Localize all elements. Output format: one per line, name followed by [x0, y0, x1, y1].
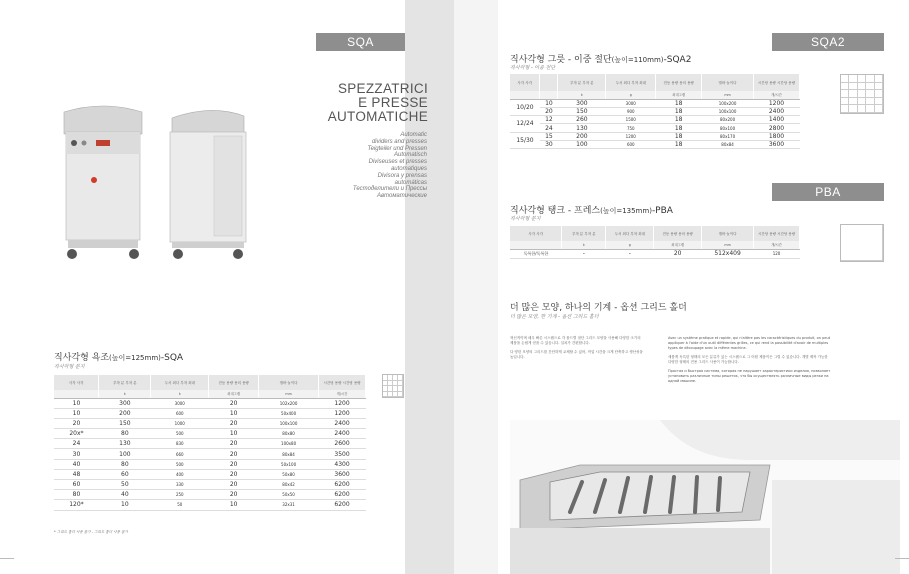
unit-cell: g [606, 91, 656, 99]
table-cell: 150 [558, 107, 606, 115]
table-cell: 50x50 [259, 490, 319, 500]
table-cell: 60 [54, 480, 99, 490]
table-cell: 24 [540, 124, 558, 132]
column-header: 사각 사각 [510, 74, 540, 91]
table-row [54, 398, 366, 408]
table-cell: 1200 [754, 99, 800, 107]
table-cell: 1800 [754, 132, 800, 140]
table-cell: 330 [151, 480, 209, 490]
section-title-text: 직사각형 탱크 - 프레스 [510, 206, 601, 216]
table-cell: 4300 [319, 459, 366, 469]
table-cell: 20 [209, 439, 259, 449]
table-header-row [510, 74, 800, 91]
table-cell: 80x84 [702, 140, 754, 148]
table-cell: 10 [540, 99, 558, 107]
table-cell: 10 [209, 429, 259, 439]
table-footnote: * 그리드 홀더 사용 불가 - 그리드 홀더 사용 불가 [54, 530, 128, 534]
column-header: 앨바 놀이다 [702, 74, 754, 91]
table-cell: 100x200 [702, 99, 754, 107]
table-cell: 130 [558, 124, 606, 132]
table-cell: 1400 [754, 116, 800, 124]
sqa-table-body [54, 398, 366, 510]
table-cell: 80x42 [259, 480, 319, 490]
table-cell: 24 [54, 439, 99, 449]
unit-cell [540, 91, 558, 99]
table-row [510, 116, 800, 124]
section-title-model: -SQA [160, 353, 184, 363]
unit-cell: mm [702, 241, 754, 249]
column-header [540, 74, 558, 91]
sqa2-spec-table [510, 74, 800, 149]
table-cell: 독특한/독특한 [510, 249, 562, 258]
table-cell: 100 [99, 449, 151, 459]
table-cell: 3000 [151, 398, 209, 408]
unit-cell: 최대그램 [209, 390, 259, 398]
table-cell: 18 [656, 140, 702, 148]
table-row [54, 439, 366, 449]
table-row [510, 107, 800, 115]
table-row [510, 249, 800, 258]
table-cell: 20 [654, 249, 702, 258]
column-header: 부착 분 부착 분 [558, 74, 606, 91]
section-title-model: -PBA [651, 206, 673, 216]
table-cell: 500 [151, 459, 209, 469]
table-cell: 1000 [151, 418, 209, 428]
column-header: 전동 용량 용의 용량 [209, 375, 259, 390]
table-cell: 100x100 [702, 107, 754, 115]
column-header: 사각 사각 [510, 226, 562, 241]
table-cell: 40 [54, 459, 99, 469]
table-cell: 100x100 [259, 418, 319, 428]
column-header: 두서 최다 부착 최대 [606, 226, 654, 241]
machine-side-image [162, 104, 252, 264]
subtitle-line: Automatic [400, 132, 427, 138]
unit-cell [510, 241, 562, 249]
table-cell: 512x409 [702, 249, 754, 258]
grid-holder-image [510, 420, 900, 574]
unit-cell: k [151, 390, 209, 398]
table-cell: 2400 [319, 429, 366, 439]
unit-cell: 개/시간 [319, 390, 366, 398]
section-title-height: (높이=110mm) [611, 56, 664, 64]
grid-text-right [668, 336, 832, 384]
subtitle-line: automatiques [390, 165, 427, 172]
grid-text-left [510, 336, 645, 360]
table-cell: 300 [99, 398, 151, 408]
table-row [510, 132, 800, 140]
table-cell: 80 [99, 459, 151, 469]
section-subtitle-sqa: 직사각형 분지 [54, 364, 85, 370]
table-cell: 20 [209, 459, 259, 469]
table-row [54, 449, 366, 459]
table-cell: 18 [656, 99, 702, 107]
table-row [54, 459, 366, 469]
table-cell: 10 [99, 500, 151, 510]
model-tag-sqa: SQA [316, 33, 405, 51]
paragraph: Avec un système pratique et rapide, qui n'altère pas les caractéristiques du produit, on peut appliquer à l'aide d'un outil différentes grilles, ce qui rend la possibilité d'avoir de multiples types de découpage avec la même machine. [668, 336, 831, 350]
table-row [54, 418, 366, 428]
unit-cell: 개/시간 [754, 241, 800, 249]
table-cell: 50x100 [259, 459, 319, 469]
section-subtitle-sqa2: 직사각형 - 이중 전단 [510, 65, 556, 71]
right-page [454, 0, 909, 574]
section-title-grid: 더 많은 모양, 하나의 기계 - 옵션 그리드 홀더 [510, 303, 687, 313]
subtitle-line: Divisora y prensas [377, 172, 427, 179]
table-cell: 50 [151, 500, 209, 510]
table-cell: 400 [151, 469, 209, 479]
column-header: 두서 최다 부착 최대 [606, 74, 656, 91]
table-cell: - [562, 249, 606, 258]
column-header: 시간당 용량 시간당 용량 [319, 375, 366, 390]
table-cell: 6200 [319, 500, 366, 510]
table-cell: 100 [558, 140, 606, 148]
table-cell: 1200 [606, 132, 656, 140]
table-cell: 200 [558, 132, 606, 140]
section-title-text: 직사각형 그릇 - 이중 절단 [510, 55, 612, 65]
table-cell: 130 [99, 439, 151, 449]
table-cell: 660 [151, 449, 209, 459]
table-cell: 10 [209, 408, 259, 418]
table-cell: 260 [558, 116, 606, 124]
column-header: 시간당 용량 시간당 용량 [754, 74, 800, 91]
table-cell: 18 [656, 124, 702, 132]
table-cell: 200 [99, 408, 151, 418]
page-mark-right [895, 558, 909, 559]
column-header: 전동 용량 용의 용량 [654, 226, 702, 241]
table-row [54, 408, 366, 418]
table-cell: 10 [54, 398, 99, 408]
table-cell: 900 [606, 107, 656, 115]
section-subtitle-pba: 직사각형 분지 [510, 216, 541, 222]
column-header: 부착 분 부착 분 [562, 226, 606, 241]
table-cell: 80 [99, 429, 151, 439]
subtitle-line: Автоматические [376, 193, 427, 200]
subtitle-line: Diviseuses et presses [368, 159, 427, 166]
machine-front-image [58, 104, 148, 264]
subtitle-line: Automatisch [393, 152, 427, 159]
subtitle-line: dividers and presses [371, 138, 427, 145]
table-cell: 20 [209, 469, 259, 479]
column-header: 시간당 용량 시간당 용량 [754, 226, 800, 241]
table-cell: 30 [540, 140, 558, 148]
table-row [54, 490, 366, 500]
table-cell: 80 [54, 490, 99, 500]
table-cell: - [606, 249, 654, 258]
unit-cell: 개/시간 [754, 91, 800, 99]
table-cell: 12/24 [510, 116, 540, 133]
table-cell: 1200 [319, 408, 366, 418]
title-line-1: SPEZZATRICI [337, 81, 428, 96]
paragraph: 다 양한 모양의 그리드를 간단하게 교체할 수 있어, 작업 시간을 크게 단축하고 생산성을 높입니다. [510, 350, 643, 359]
section-title-text: 직사각형 욕조 [54, 353, 110, 363]
table-cell: 3500 [319, 449, 366, 459]
table-cell: 2400 [754, 107, 800, 115]
pba-spec-table [510, 226, 800, 259]
page-mark-left [0, 558, 14, 559]
column-header: 부착 분 부착 분 [99, 375, 151, 390]
table-cell: 830 [151, 439, 209, 449]
table-cell: 80x170 [702, 132, 754, 140]
table-cell: 50x400 [259, 408, 319, 418]
model-tag-sqa2: SQA2 [772, 33, 884, 51]
table-cell: 80x200 [702, 116, 754, 124]
table-cell: 150 [99, 418, 151, 428]
table-cell: 20 [209, 490, 259, 500]
subtitle-line: automáticas [394, 179, 427, 186]
left-page [0, 0, 454, 574]
table-cell: 6200 [319, 490, 366, 500]
table-cell: 10 [209, 500, 259, 510]
title-line-3: AUTOMATICHE [327, 109, 428, 124]
table-cell: 3600 [319, 469, 366, 479]
model-tag-pba: PBA [772, 183, 884, 201]
subtitle-line: Teigteiler und Pressen [367, 145, 427, 152]
pba-table-body [510, 249, 800, 258]
table-cell: 120* [54, 500, 99, 510]
table-cell: 18 [656, 132, 702, 140]
unit-cell [510, 91, 540, 99]
section-title-sqa [54, 350, 183, 363]
table-row [54, 480, 366, 490]
sqa2-table-body [510, 99, 800, 149]
table-cell: 15 [540, 132, 558, 140]
paragraph: 새롭게 독특한 형태의 모든 분류가 있는 시스템으로 그 어떤 제품이든 그릴 수 있습니다. 개별 제작 가능한 다양한 형태의 전용 그리드 사용이 가능합니다. [668, 355, 828, 364]
subtitle-line: Тестоделители и Прессы [352, 186, 427, 193]
table-header-row [54, 375, 366, 390]
product-title [318, 82, 428, 124]
table-cell: 3600 [754, 140, 800, 148]
grid-pattern-icon [840, 74, 884, 114]
table-row [54, 500, 366, 510]
table-row [510, 99, 800, 107]
table-cell: 750 [606, 124, 656, 132]
table-cell: 3000 [606, 99, 656, 107]
table-cell: 20 [209, 449, 259, 459]
table-cell: 2400 [319, 418, 366, 428]
single-cell-grid-icon [840, 224, 884, 262]
section-title-model: -SQA2 [663, 55, 692, 65]
unit-cell: 최대그램 [656, 91, 702, 99]
title-line-2: E PRESSE [358, 95, 428, 110]
column-header: 앨바 놀이다 [702, 226, 754, 241]
table-row [54, 469, 366, 479]
table-row [510, 124, 800, 132]
table-cell: 50 [99, 480, 151, 490]
table-cell: 48 [54, 469, 99, 479]
column-header: 전동 용량 용의 용량 [656, 74, 702, 91]
sqa-spec-table [54, 375, 366, 511]
paragraph: Простая и быстрая система, которая не нарушает характеристики изделия, позволяет установить различные типы решеток, что бы осуществлять различные виды резки на одной машине. [668, 369, 831, 383]
table-unit-row [510, 91, 800, 99]
table-cell: 20 [209, 398, 259, 408]
table-row [510, 140, 800, 148]
table-cell: 120 [754, 249, 800, 258]
table-cell: 20x* [54, 429, 99, 439]
table-cell: 80x100 [702, 124, 754, 132]
table-cell: 6200 [319, 480, 366, 490]
table-cell: 18 [656, 107, 702, 115]
page-gutter-right [454, 0, 498, 574]
section-subtitle-grid: 더 많은 모양, 한 기계 - 옵션 그리드 홀더 [510, 314, 599, 320]
section-title-height: (높이=125mm) [109, 354, 161, 362]
table-cell: 15/30 [510, 132, 540, 149]
column-header: 두서 최다 부착 최대 [151, 375, 209, 390]
table-cell: 600 [151, 408, 209, 418]
column-header: 앨바 놀이다 [259, 375, 319, 390]
grid-pattern-icon [382, 374, 404, 398]
table-cell: 12 [540, 116, 558, 124]
table-cell: 250 [151, 490, 209, 500]
paragraph: 혁신적이며 매우 빠른 시스템으로 각 몰드별 절단 그리드 모양을 사용해 다양한 크기의 제품을 손쉽게 얻을 수 있습니다. 설치가 간편합니다. [510, 336, 641, 345]
table-cell: 10 [54, 408, 99, 418]
unit-cell: k [558, 91, 606, 99]
table-cell: 20 [209, 418, 259, 428]
unit-cell: 최대그램 [654, 241, 702, 249]
unit-cell: mm [702, 91, 754, 99]
table-header-row [510, 226, 800, 241]
table-cell: 300 [558, 99, 606, 107]
table-cell: 10/20 [510, 99, 540, 116]
table-cell: 1500 [606, 116, 656, 124]
table-cell: 20 [54, 418, 99, 428]
table-cell: 50x80 [259, 469, 319, 479]
product-subtitles [353, 132, 427, 200]
table-cell: 30 [54, 449, 99, 459]
table-cell: 60 [99, 469, 151, 479]
table-cell: 20 [209, 480, 259, 490]
section-title-height: (높이=135mm) [600, 207, 652, 215]
unit-cell: mm [259, 390, 319, 398]
table-cell: 102x200 [259, 398, 319, 408]
unit-cell: k [99, 390, 151, 398]
table-cell: 2600 [319, 439, 366, 449]
table-row [54, 429, 366, 439]
table-unit-row [54, 390, 366, 398]
table-cell: 20 [540, 107, 558, 115]
table-cell: 500 [151, 429, 209, 439]
table-unit-row [510, 241, 800, 249]
unit-cell: k [562, 241, 606, 249]
table-cell: 18 [656, 116, 702, 124]
table-cell: 80x80 [259, 429, 319, 439]
unit-cell: g [606, 241, 654, 249]
table-cell: 32x31 [259, 500, 319, 510]
column-header: 사각 사각 [54, 375, 99, 390]
table-cell: 100x80 [259, 439, 319, 449]
table-cell: 80x84 [259, 449, 319, 459]
table-cell: 1200 [319, 398, 366, 408]
table-cell: 40 [99, 490, 151, 500]
table-cell: 600 [606, 140, 656, 148]
unit-cell [54, 390, 99, 398]
table-cell: 2800 [754, 124, 800, 132]
